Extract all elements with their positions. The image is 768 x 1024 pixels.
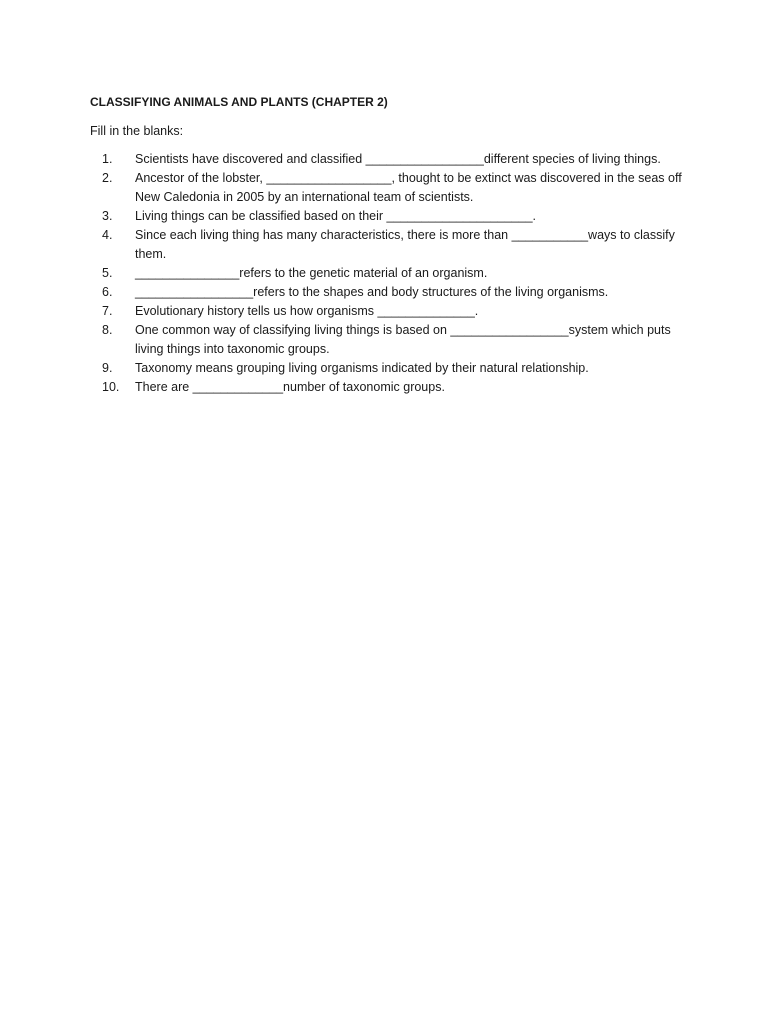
- question-number: 6.: [102, 285, 113, 299]
- question-item-3: [90, 207, 690, 226]
- question-text: Living things can be classified based on their _____________________.: [135, 209, 537, 223]
- question-number: 8.: [102, 323, 113, 337]
- question-item-4: [90, 226, 690, 264]
- question-list: [90, 150, 690, 397]
- question-item-6: [90, 283, 690, 302]
- question-text: There are _____________number of taxonomic groups.: [135, 380, 445, 394]
- question-text: Scientists have discovered and classified _________________different species of living things.: [135, 152, 661, 166]
- question-text: _______________refers to the genetic material of an organism.: [135, 266, 488, 280]
- question-number: 4.: [102, 228, 113, 242]
- question-text: _________________refers to the shapes and body structures of the living organisms.: [135, 285, 609, 299]
- question-item-1: [90, 150, 690, 169]
- question-text: Taxonomy means grouping living organisms indicated by their natural relationship.: [135, 361, 589, 375]
- question-text: One common way of classifying living things is based on _________________system which puts living things into taxonomic groups.: [135, 323, 671, 356]
- question-text: Ancestor of the lobster, __________________, thought to be extinct was discovered in the seas off New Caledonia in 2005 by an international team of scientists.: [135, 171, 682, 204]
- question-item-10: [90, 378, 690, 397]
- question-number: 1.: [102, 152, 113, 166]
- question-item-9: [90, 359, 690, 378]
- question-number: 2.: [102, 171, 113, 185]
- question-item-7: [90, 302, 690, 321]
- question-number: 3.: [102, 209, 113, 223]
- question-item-2: [90, 169, 690, 207]
- question-text: Since each living thing has many characteristics, there is more than ___________ways to classify them.: [135, 228, 675, 261]
- instruction-text: Fill in the blanks:: [90, 124, 184, 138]
- question-number: 7.: [102, 304, 113, 318]
- document-title: CLASSIFYING ANIMALS AND PLANTS (CHAPTER 2): [90, 95, 388, 109]
- question-number: 5.: [102, 266, 113, 280]
- question-text: Evolutionary history tells us how organisms ______________.: [135, 304, 479, 318]
- question-number: 10.: [102, 380, 120, 394]
- question-item-8: [90, 321, 690, 359]
- question-number: 9.: [102, 361, 113, 375]
- document-content: [90, 94, 690, 397]
- question-item-5: [90, 264, 690, 283]
